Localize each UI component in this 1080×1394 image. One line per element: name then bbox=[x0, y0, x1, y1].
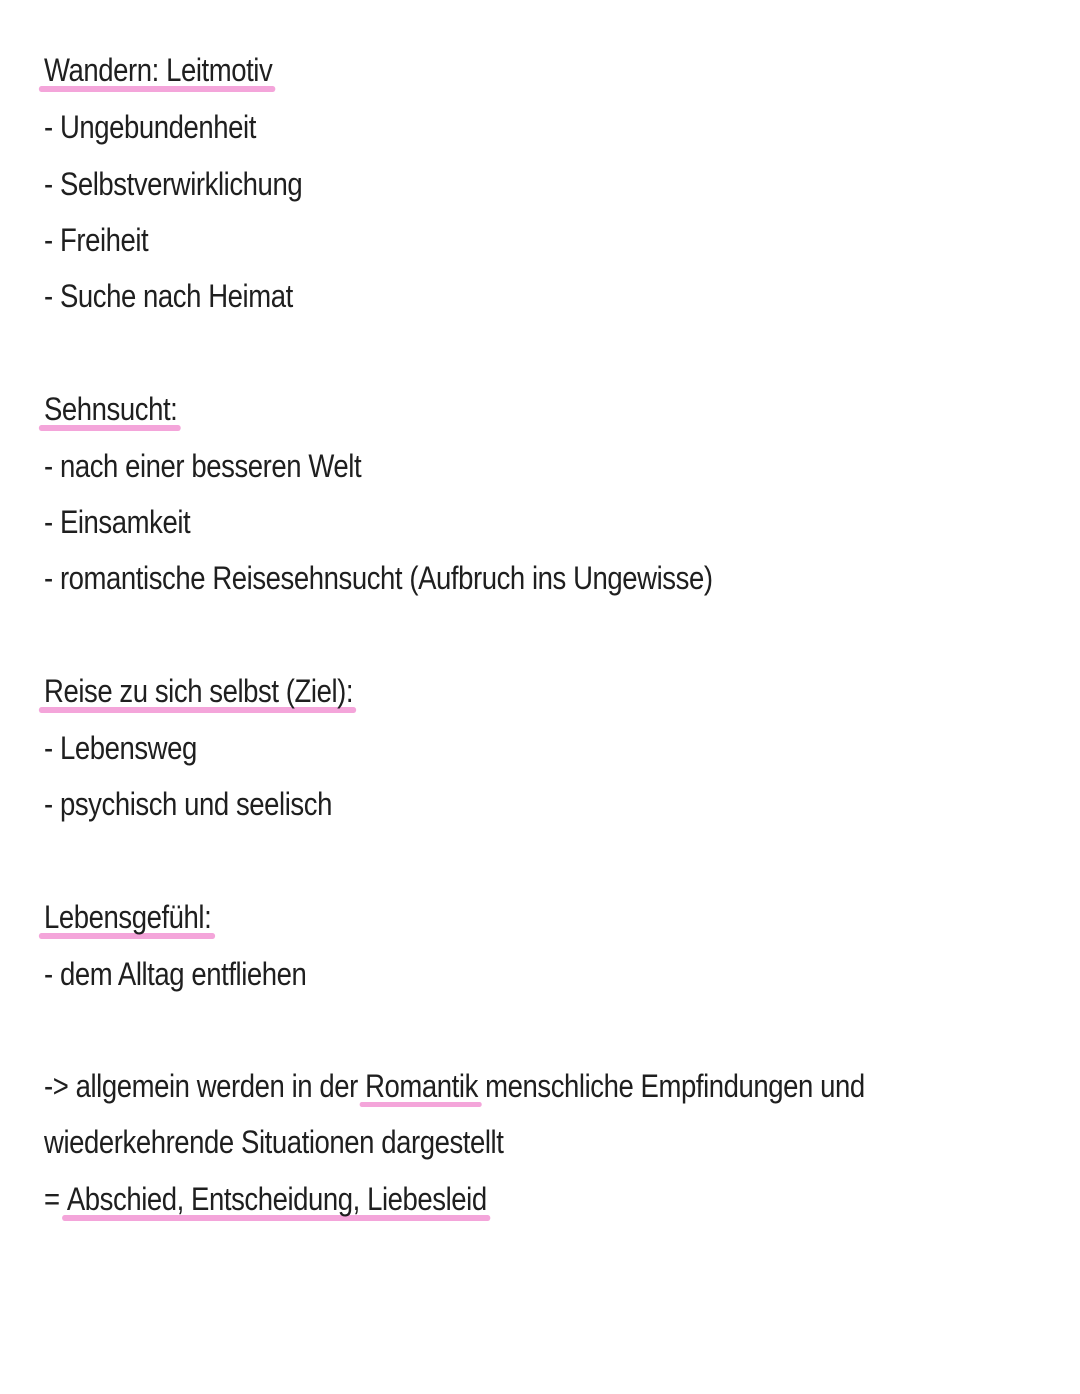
heading-highlight: Wandern: Leitmotiv bbox=[44, 52, 273, 88]
section-heading-lebensgefuehl bbox=[44, 897, 211, 937]
heading-highlight: Reise zu sich selbst (Ziel): bbox=[44, 673, 354, 709]
list-item: - psychisch und seelisch bbox=[44, 786, 332, 822]
list-item: - dem Alltag entfliehen bbox=[44, 956, 307, 992]
list-item: - Freiheit bbox=[44, 222, 149, 258]
list-item: - Einsamkeit bbox=[44, 504, 191, 540]
summary-equals: = bbox=[44, 1181, 67, 1217]
summary-line-2: wiederkehrende Situationen dargestellt bbox=[44, 1124, 504, 1160]
list-item: - romantische Reisesehnsucht (Aufbruch ins Ungewisse) bbox=[44, 560, 713, 596]
summary-suffix: menschliche Empfindungen und bbox=[477, 1068, 865, 1104]
list-item: - nach einer besseren Welt bbox=[44, 448, 362, 484]
section-heading-reise bbox=[44, 671, 353, 711]
list-item: - Ungebundenheit bbox=[44, 109, 256, 145]
section-heading-sehnsucht bbox=[44, 389, 177, 429]
romantik-highlight: Romantik bbox=[365, 1068, 478, 1104]
examples-highlight: Abschied, Entscheidung, Liebesleid bbox=[66, 1181, 487, 1217]
list-item: - Lebensweg bbox=[44, 730, 197, 766]
summary-line-3 bbox=[44, 1179, 487, 1219]
section-heading-wandern bbox=[44, 50, 272, 90]
list-item: - Selbstverwirklichung bbox=[44, 166, 303, 202]
list-item: - Suche nach Heimat bbox=[44, 278, 293, 314]
summary-line-1 bbox=[44, 1066, 865, 1106]
heading-highlight: Sehnsucht: bbox=[44, 391, 178, 427]
heading-highlight: Lebensgefühl: bbox=[44, 899, 212, 935]
summary-prefix: -> allgemein werden in der bbox=[44, 1068, 366, 1104]
